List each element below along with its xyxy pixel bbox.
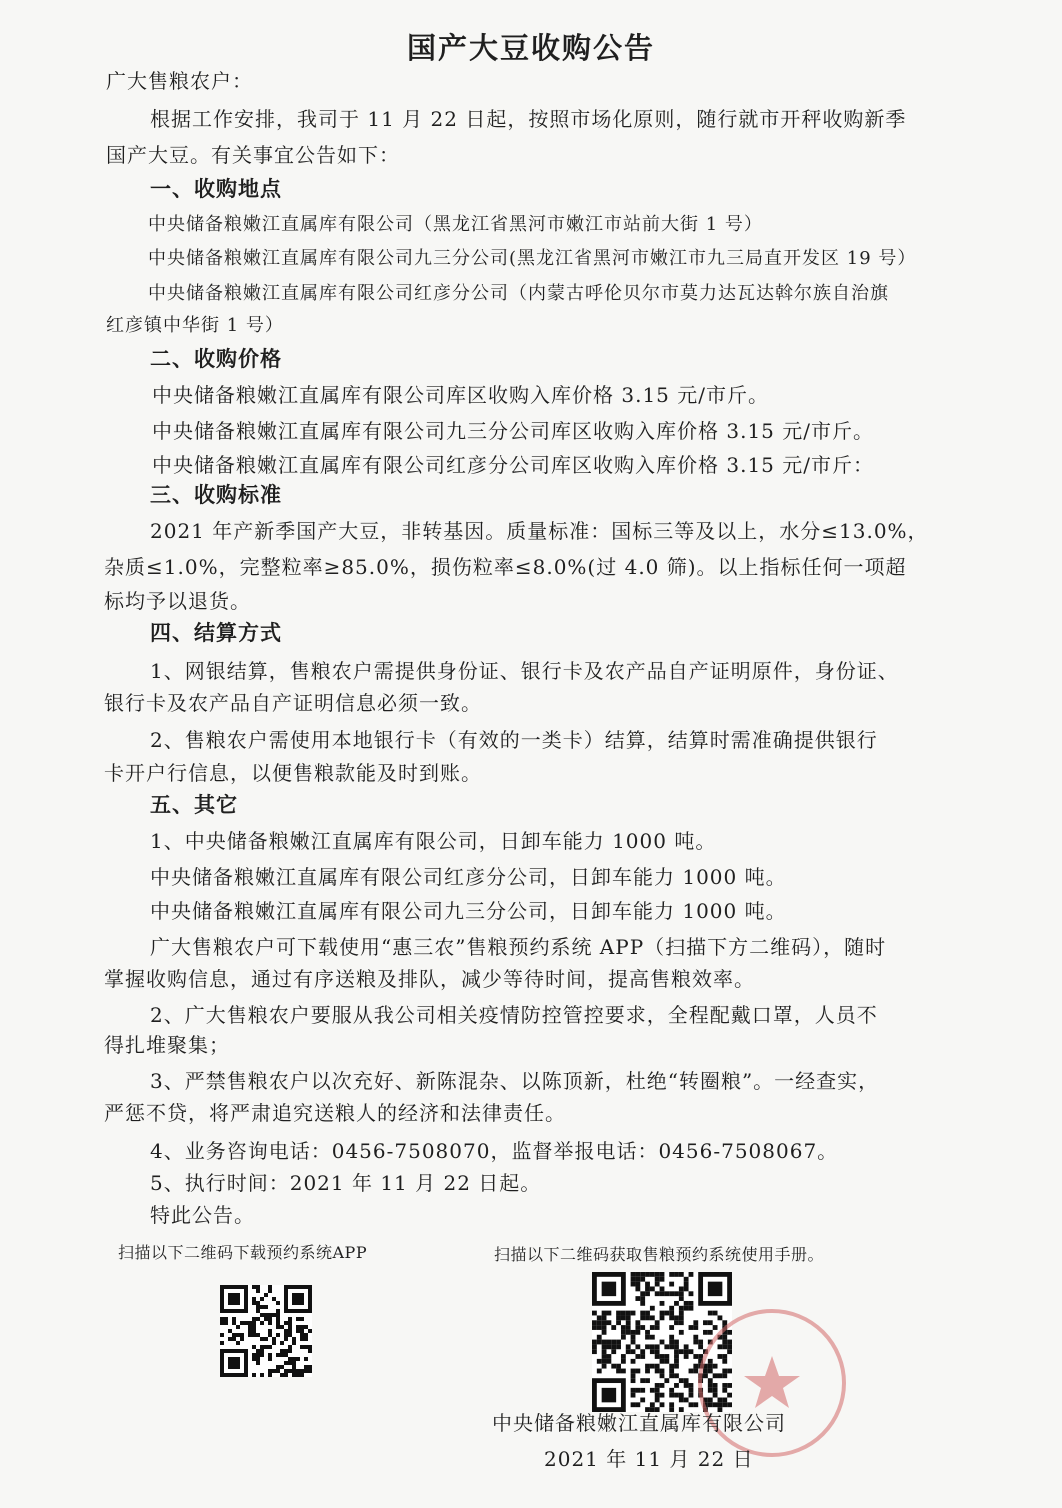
qr-right-caption: 扫描以下二维码获取售粮预约系统使用手册。 — [494, 1245, 825, 1264]
seal-star-icon — [744, 1356, 800, 1408]
other-line: 广大售粮农户可下载使用“惠三农”售粮预约系统 APP（扫描下方二维码），随时 — [150, 935, 887, 959]
price-line: 中央储备粮嫩江直属库有限公司九三分公司库区收购入库价格 3.15 元/市斤。 — [152, 419, 874, 443]
section-1-heading: 一、收购地点 — [150, 177, 282, 201]
signature-date: 2021 年 11 月 22 日 — [544, 1447, 754, 1471]
greeting: 广大售粮农户： — [106, 69, 253, 93]
location-line: 中央储备粮嫩江直属库有限公司红彦分公司（内蒙古呼伦贝尔市莫力达瓦达斡尔族自治旗 — [148, 283, 889, 304]
other-line: 严惩不贷，将严肃追究送粮人的经济和法律责任。 — [104, 1101, 566, 1125]
settlement-line: 卡开户行信息，以便售粮款能及时到账。 — [104, 761, 482, 785]
other-line: 中央储备粮嫩江直属库有限公司红彦分公司，日卸车能力 1000 吨。 — [150, 865, 787, 889]
other-line: 掌握收购信息，通过有序送粮及排队，减少等待时间，提高售粮效率。 — [104, 967, 755, 991]
price-line: 中央储备粮嫩江直属库有限公司红彦分公司库区收购入库价格 3.15 元/市斤： — [152, 453, 874, 477]
settlement-line: 2、售粮农户需使用本地银行卡（有效的一类卡）结算，结算时需准确提供银行 — [150, 728, 878, 752]
standard-line: 标均予以退货。 — [104, 589, 251, 613]
section-2-heading: 二、收购价格 — [150, 347, 282, 371]
location-line: 中央储备粮嫩江直属库有限公司（黑龙江省黑河市嫩江市站前大街 1 号） — [148, 214, 763, 235]
intro-line-2: 国产大豆。有关事宜公告如下： — [106, 143, 400, 167]
section-4-heading: 四、结算方式 — [150, 621, 282, 645]
other-line: 5、执行时间：2021 年 11 月 22 日起。 — [150, 1171, 542, 1195]
other-line: 4、业务咨询电话：0456-7508070，监督举报电话：0456-7508067。 — [150, 1139, 839, 1163]
location-line: 中央储备粮嫩江直属库有限公司九三分公司(黑龙江省黑河市嫩江市九三局直开发区 19 号） — [148, 248, 917, 269]
section-5-heading: 五、其它 — [150, 793, 238, 817]
standard-line: 杂质≤1.0%，完整粒率≥85.0%，损伤粒率≤8.0%(过 4.0 筛)。以上指标任何一项超 — [104, 555, 907, 579]
document-title: 国产大豆收购公告 — [406, 31, 655, 65]
settlement-line: 银行卡及农产品自产证明信息必须一致。 — [104, 691, 482, 715]
qr-left-caption: 扫描以下二维码下载预约系统APP — [118, 1243, 368, 1262]
section-3-heading: 三、收购标准 — [150, 483, 282, 507]
app-download-qr-code[interactable] — [220, 1285, 312, 1377]
other-line: 2、广大售粮农户要服从我公司相关疫情防控管控要求，全程配戴口罩，人员不 — [150, 1003, 878, 1027]
other-line: 中央储备粮嫩江直属库有限公司九三分公司，日卸车能力 1000 吨。 — [150, 899, 787, 923]
price-line: 中央储备粮嫩江直属库有限公司库区收购入库价格 3.15 元/市斤。 — [152, 383, 769, 407]
other-line: 3、严禁售粮农户以次充好、新陈混杂、以陈顶新，杜绝“转圈粮”。一经查实， — [150, 1069, 880, 1093]
other-line: 1、中央储备粮嫩江直属库有限公司，日卸车能力 1000 吨。 — [150, 829, 717, 853]
closing-line: 特此公告。 — [150, 1203, 255, 1227]
other-line: 得扎堆聚集； — [104, 1033, 230, 1057]
company-seal — [692, 1298, 852, 1468]
location-line: 红彦镇中华街 1 号） — [106, 315, 284, 336]
intro-line-1: 根据工作安排，我司于 11 月 22 日起，按照市场化原则，随行就市开秤收购新季 — [150, 107, 907, 131]
company-signature: 中央储备粮嫩江直属库有限公司 — [492, 1411, 786, 1435]
settlement-line: 1、网银结算，售粮农户需提供身份证、银行卡及农产品自产证明原件，身份证、 — [150, 659, 899, 683]
standard-line: 2021 年产新季国产大豆，非转基因。质量标准：国标三等及以上，水分≤13.0%， — [150, 519, 929, 543]
